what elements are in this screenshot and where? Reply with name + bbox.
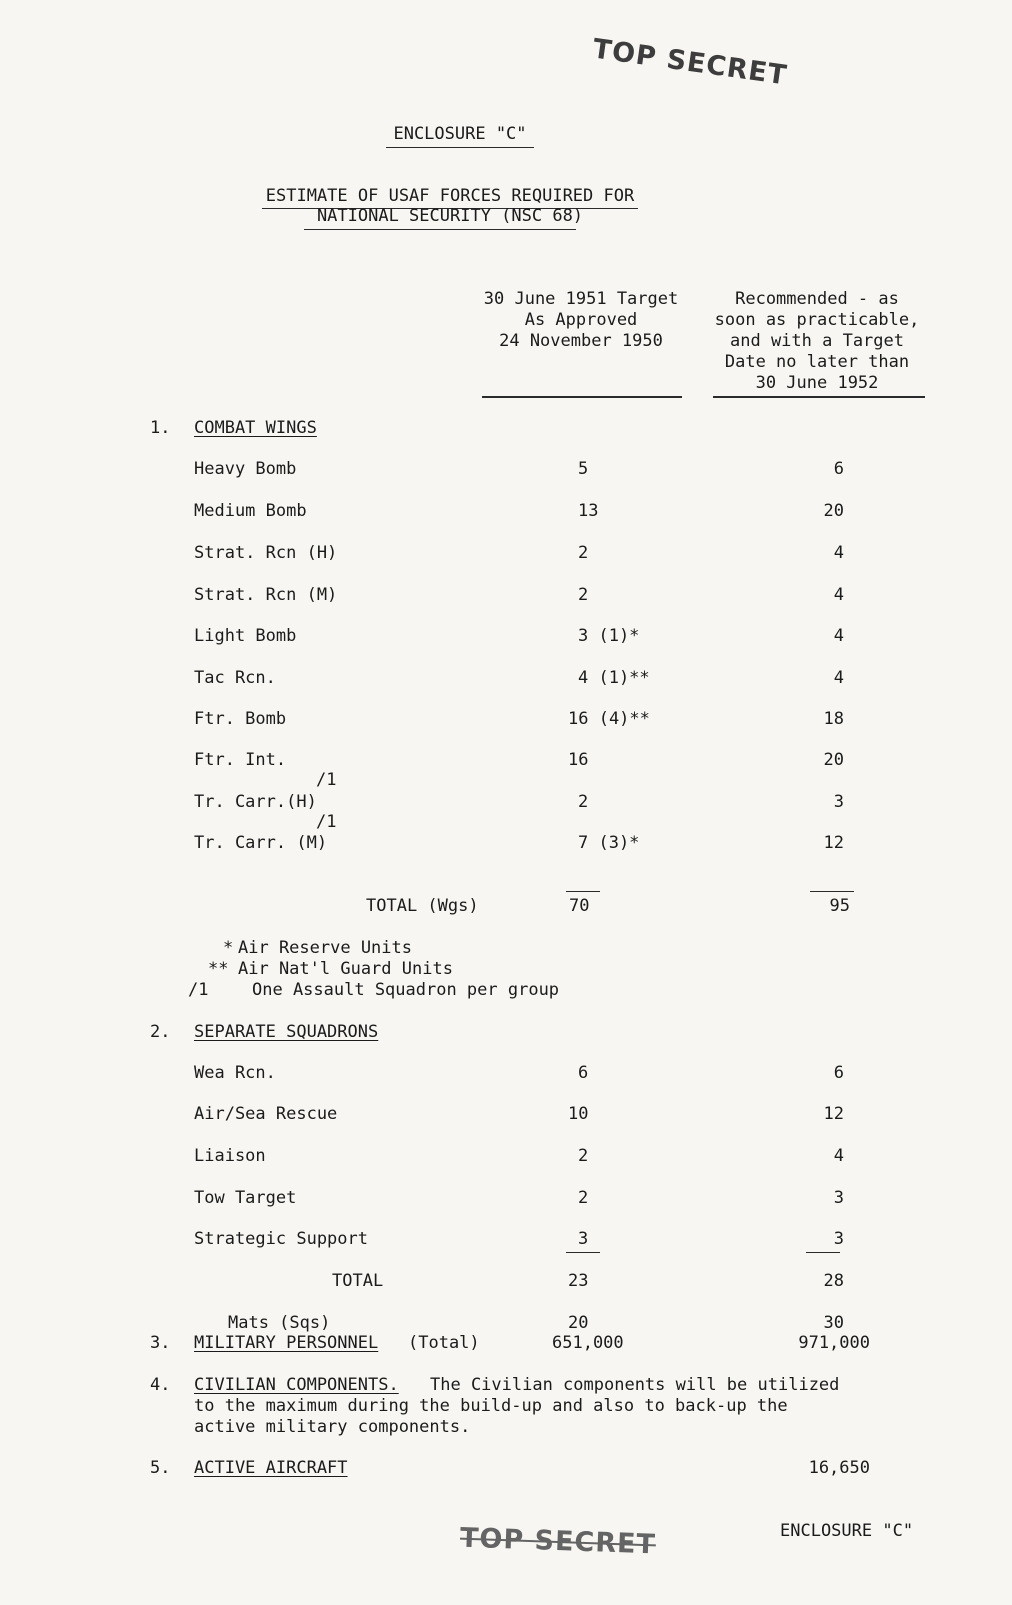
top-secret-stamp-bottom: TOP SECRET [459, 1522, 657, 1561]
section-number: 2. [150, 1022, 171, 1042]
subtotal-rule-1952 [806, 1252, 840, 1253]
title-line-1: ESTIMATE OF USAF FORCES REQUIRED FOR [265, 186, 635, 206]
row-label: Tr. Carr. (M) [194, 833, 328, 853]
row-value-1952: 3 [833, 792, 844, 812]
row-label: Tac Rcn. [194, 668, 276, 688]
section-heading-active-aircraft: ACTIVE AIRCRAFT [194, 1458, 348, 1478]
footnote-mark-1: /1 [316, 770, 337, 790]
row-value-1952: 4 [833, 585, 844, 605]
mats-value-1952: 30 [823, 1313, 844, 1333]
row-value-1951: 16 (4)** [568, 709, 650, 729]
row-value-1951: 3 [578, 1229, 589, 1249]
aircraft-1952: 16,650 [808, 1458, 870, 1478]
note-text: Air Nat'l Guard Units [238, 959, 453, 979]
top-secret-stamp-top: TOP SECRET [590, 33, 790, 92]
row-value-1952: 6 [833, 459, 844, 479]
total-label: TOTAL [332, 1271, 384, 1291]
row-label: Heavy Bomb [194, 459, 297, 479]
row-label: Air/Sea Rescue [194, 1104, 338, 1124]
row-value-1952: 4 [833, 543, 844, 563]
row-label: Ftr. Bomb [194, 709, 287, 729]
total-value-1952: 28 [823, 1271, 844, 1291]
section-number: 4. [150, 1375, 171, 1395]
row-value-1952: 12 [823, 833, 844, 853]
row-value-1952: 4 [833, 626, 844, 646]
rule [304, 229, 576, 230]
row-value-1951: 2 [578, 1188, 589, 1208]
row-value-1952: 20 [823, 750, 844, 770]
section-heading-military-personnel: MILITARY PERSONNEL [194, 1333, 379, 1353]
mats-value-1951: 20 [568, 1313, 589, 1333]
row-value-1952: 4 [833, 1146, 844, 1166]
row-value-1951: 7 (3)* [578, 833, 640, 853]
row-label: Medium Bomb [194, 501, 307, 521]
mats-label: Mats (Sqs) [228, 1313, 331, 1333]
paragraph-line: The Civilian components will be utilized [430, 1375, 840, 1395]
row-value-1951: 3 (1)* [578, 626, 640, 646]
row-value-1951: 2 [578, 585, 589, 605]
paragraph-line: active military components. [194, 1417, 471, 1437]
footer-enclosure: ENCLOSURE "C" [780, 1521, 914, 1541]
row-value-1952: 6 [833, 1063, 844, 1083]
total-value-1951: 23 [568, 1271, 589, 1291]
total-value-1952: 95 [829, 896, 850, 916]
note-mark: ** [208, 959, 229, 979]
title-line-2: NATIONAL SECURITY (NSC 68) [316, 206, 584, 226]
note-mark: /1 [188, 980, 209, 1000]
personnel-1952: 971,000 [798, 1333, 870, 1353]
row-value-1951: 2 [578, 792, 589, 812]
note-mark: * [223, 938, 234, 958]
row-value-1951: 16 [568, 750, 589, 770]
row-label: Ftr. Int. [194, 750, 287, 770]
enclosure-title: ENCLOSURE "C" [393, 124, 527, 144]
row-value-1952: 12 [823, 1104, 844, 1124]
section-heading-civilian-components: CIVILIAN COMPONENTS. [194, 1375, 399, 1395]
row-value-1952: 3 [833, 1188, 844, 1208]
column-rule-1952 [713, 396, 925, 398]
row-value-1952: 18 [823, 709, 844, 729]
row-label: Light Bomb [194, 626, 297, 646]
row-value-1951: 10 [568, 1104, 589, 1124]
total-rule-1951 [566, 891, 600, 892]
row-value-1951: 2 [578, 543, 589, 563]
row-label: Tow Target [194, 1188, 297, 1208]
row-value-1952: 3 [833, 1229, 844, 1249]
note-text: One Assault Squadron per group [252, 980, 560, 1000]
section-heading-combat-wings: COMBAT WINGS [194, 418, 317, 438]
column-header-1951: 30 June 1951 Target As Approved 24 November 1950 [483, 289, 679, 351]
row-value-1951: 5 [578, 459, 589, 479]
row-value-1952: 20 [823, 501, 844, 521]
row-label: Tr. Carr.(H) [194, 792, 317, 812]
total-rule-1952 [810, 891, 854, 892]
row-value-1951: 4 (1)** [578, 668, 650, 688]
section-number: 3. [150, 1333, 171, 1353]
row-label: Strategic Support [194, 1229, 368, 1249]
row-value-1952: 4 [833, 668, 844, 688]
row-value-1951: 2 [578, 1146, 589, 1166]
section-heading-separate-squadrons: SEPARATE SQUADRONS [194, 1022, 379, 1042]
row-value-1951: 13 [578, 501, 599, 521]
row-label: Strat. Rcn (M) [194, 585, 338, 605]
note-text: Air Reserve Units [238, 938, 412, 958]
total-value-1951: 70 [569, 896, 590, 916]
section-number: 5. [150, 1458, 171, 1478]
footnote-mark-1: /1 [316, 812, 337, 832]
section-heading-suffix: (Total) [408, 1333, 480, 1353]
row-label: Liaison [194, 1146, 266, 1166]
row-label: Strat. Rcn (H) [194, 543, 338, 563]
section-number: 1. [150, 418, 171, 438]
paragraph-line: to the maximum during the build-up and also to back-up the [194, 1396, 788, 1416]
column-header-1952: Recommended - as soon as practicable, and with a Target Date no later than 30 June 1952 [714, 289, 920, 393]
personnel-1951: 651,000 [552, 1333, 624, 1353]
row-value-1951: 6 [578, 1063, 589, 1083]
row-label: Wea Rcn. [194, 1063, 276, 1083]
total-label: TOTAL (Wgs) [366, 896, 479, 916]
rule [386, 147, 534, 148]
subtotal-rule-1951 [566, 1252, 600, 1253]
column-rule-1951 [482, 396, 682, 398]
